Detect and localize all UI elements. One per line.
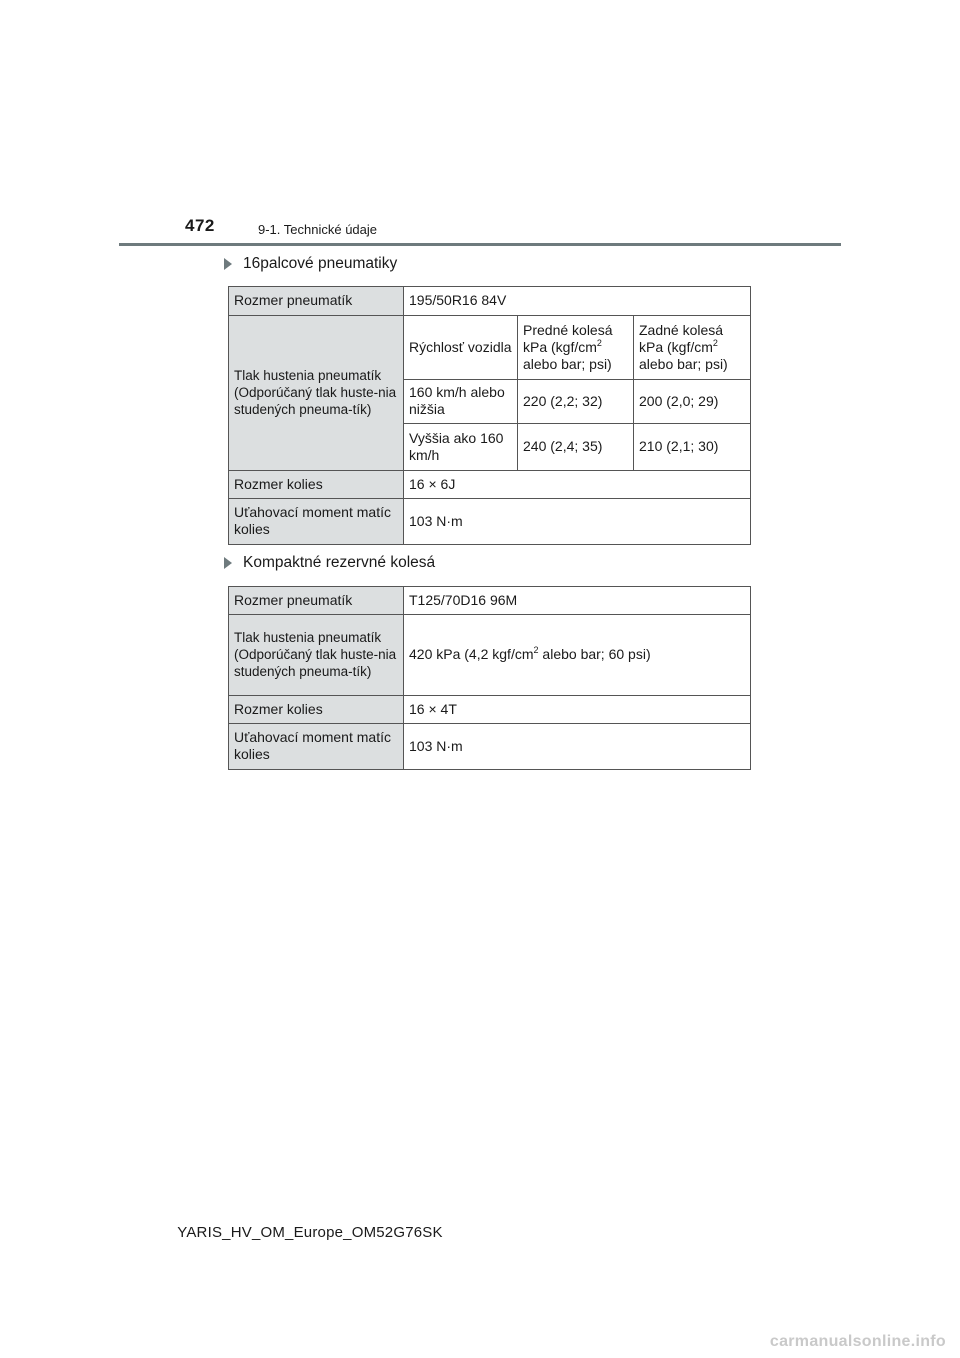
cell-speed: 160 km/h alebo nižšia: [404, 380, 518, 424]
cell-label: Uťahovací moment matíc kolies: [229, 499, 404, 545]
cell-label: Rozmer pneumatík: [229, 587, 404, 615]
cell-label: Rozmer kolies: [229, 471, 404, 499]
cell-value: 16 × 6J: [404, 471, 751, 499]
cell-rear: 210 (2,1; 30): [634, 424, 751, 471]
cell-value: T125/70D16 96M: [404, 587, 751, 615]
footer-doc-code: YARIS_HV_OM_Europe_OM52G76SK: [177, 1224, 443, 1241]
cell-rear: 200 (2,0; 29): [634, 380, 751, 424]
subheading-16-inch-tires: [224, 255, 397, 273]
col-header-rear: [634, 316, 751, 380]
cell-label: Uťahovací moment matíc kolies: [229, 724, 404, 770]
cell-label: Tlak hustenia pneumatík (Odporúčaný tlak huste-nia studených pneuma-tík): [229, 615, 404, 696]
cell-label: Tlak hustenia pneumatík (Odporúčaný tlak huste-nia studených pneuma-tík): [229, 316, 404, 471]
table-row: [229, 499, 751, 545]
table-row: [229, 287, 751, 316]
col-header-front-tail: alebo bar; psi): [523, 355, 612, 372]
col-header-front-text: Predné kolesá kPa (kgf/cm: [523, 321, 613, 355]
page-number: 472: [185, 216, 215, 235]
tire-spec-table-compact-spare: [228, 586, 751, 770]
table-row: [229, 696, 751, 724]
superscript: 2: [533, 645, 539, 655]
cell-label: Rozmer kolies: [229, 696, 404, 724]
cell-front: 240 (2,4; 35): [518, 424, 634, 471]
table-row: [229, 615, 751, 696]
cell-value: 195/50R16 84V: [404, 287, 751, 316]
cell-front: 220 (2,2; 32): [518, 380, 634, 424]
tire-spec-table-16-inch: [228, 286, 751, 545]
cell-value: 103 N·m: [404, 499, 751, 545]
cell-value: 16 × 4T: [404, 696, 751, 724]
cell-label: Rozmer pneumatík: [229, 287, 404, 316]
subheading-text: Kompaktné rezervné kolesá: [243, 554, 436, 571]
cell-value: [404, 615, 751, 696]
col-header-front: [518, 316, 634, 380]
triangle-bullet-icon: [224, 557, 232, 569]
pressure-text: 420 kPa (4,2 kgf/cm: [409, 646, 534, 662]
table-row: [229, 471, 751, 499]
superscript: 2: [712, 337, 718, 348]
col-header-speed: Rýchlosť vozidla: [404, 316, 518, 380]
superscript: 2: [596, 337, 602, 348]
col-header-rear-tail: alebo bar; psi): [639, 355, 728, 372]
subheading-compact-spare: [224, 554, 435, 572]
header-divider: [119, 243, 841, 246]
triangle-bullet-icon: [224, 258, 232, 270]
col-header-rear-text: Zadné kolesá kPa (kgf/cm: [639, 321, 724, 355]
section-title: 9-1. Technické údaje: [258, 222, 378, 237]
cell-value: 103 N·m: [404, 724, 751, 770]
table-row: [229, 316, 751, 380]
table-row: [229, 587, 751, 615]
subheading-text: 16palcové pneumatiky: [243, 255, 398, 272]
table-row: [229, 724, 751, 770]
pressure-text-tail: alebo bar; 60 psi): [538, 646, 651, 662]
watermark: carmanualsonline.info: [769, 1333, 946, 1350]
cell-speed: Vyššia ako 160 km/h: [404, 424, 518, 471]
